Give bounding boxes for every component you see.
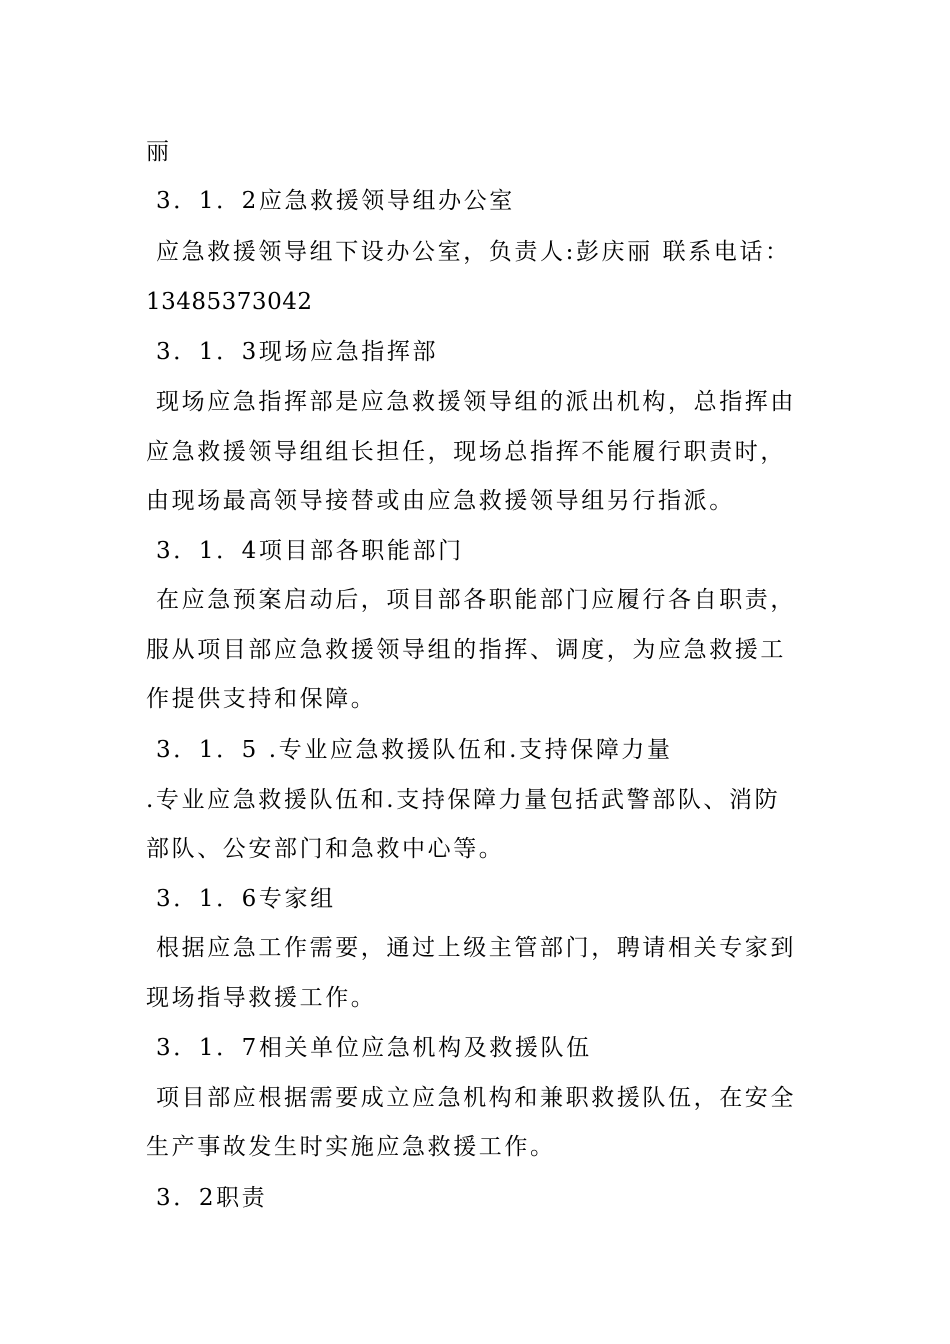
- section-heading: 3．1．3现场应急指挥部: [156, 339, 439, 365]
- paragraph-line: 现场指导救援工作。: [146, 985, 377, 1011]
- section-heading: 3．1．5 .专业应急救援队伍和.支持保障力量: [156, 737, 673, 763]
- paragraph-line: 项目部应根据需要成立应急机构和兼职救援队伍，在安全: [156, 1085, 796, 1111]
- paragraph-line: 服从项目部应急救援领导组的指挥、调度，为应急救援工: [146, 637, 786, 663]
- paragraph-line: 应急救援领导组组长担任，现场总指挥不能履行职责时，: [146, 439, 786, 465]
- phone-number: 13485373042: [146, 289, 313, 315]
- paragraph-line: 部队、公安部门和急救中心等。: [146, 836, 505, 862]
- section-heading: 3．1．6专家组: [156, 886, 336, 912]
- paragraph-line: 应急救援领导组下设办公室，负责人:彭庆丽 联系电话：: [156, 239, 791, 265]
- section-heading: 3．1．7相关单位应急机构及救援队伍: [156, 1035, 592, 1061]
- section-heading: 3．1．4项目部各职能部门: [156, 538, 464, 564]
- paragraph-line: 在应急预案启动后，项目部各职能部门应履行各自职责，: [156, 587, 796, 613]
- paragraph-line: 生产事故发生时实施应急救援工作。: [146, 1134, 556, 1160]
- paragraph-line: 根据应急工作需要，通过上级主管部门，聘请相关专家到: [156, 935, 796, 961]
- paragraph-line: 作提供支持和保障。: [146, 686, 377, 712]
- section-heading: 3．2职责: [156, 1185, 268, 1211]
- section-heading: 3．1．2应急救援领导组办公室: [156, 188, 515, 214]
- text-line: 丽: [146, 139, 172, 165]
- paragraph-line: 由现场最高领导接替或由应急救援领导组另行指派。: [146, 488, 735, 514]
- paragraph-line: .专业应急救援队伍和.支持保障力量包括武警部队、消防: [146, 787, 781, 813]
- paragraph-line: 现场应急指挥部是应急救援领导组的派出机构，总指挥由: [156, 389, 796, 415]
